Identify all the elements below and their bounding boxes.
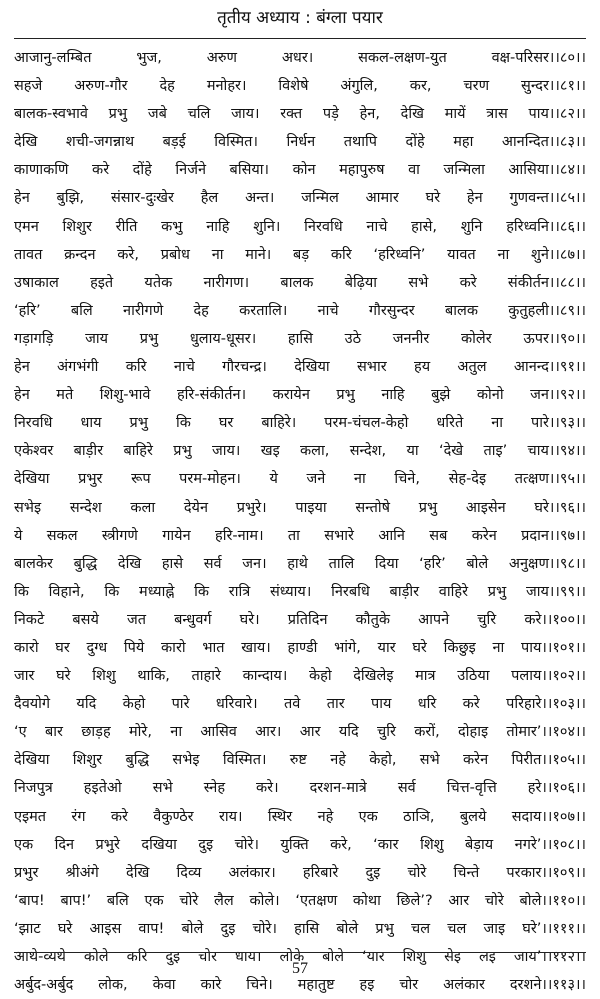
verse-line-97: ये सकल स्त्रीगणे गायेन हरि-नाम। ता सभारे आनि सब करेन प्रदान।।९७।। (14, 527, 586, 544)
verse-line-113: अर्बुद-अर्बुद लोक, केवा कारे चिने। महातुष्ट हइ चोर अलंकार दरशने।।११३।। (14, 977, 586, 994)
verse-line-81: सहजे अरुण-गौर देह मनोहर। विशेषे अंगुलि, कर, चरण सुन्दर।।८१।। (14, 78, 586, 95)
verse-line-94: एकेश्वर बाड़ीर बाहिरे प्रभु जाय। खइ कला, सन्देश, या ‘देखे ताइ’ चाय।।९४।। (14, 443, 586, 460)
verse-line-101: कारो घर दुग्ध पिये कारो भात खाय। हाण्डी भांगे, यार घरे किछुइ ना पाय।।१०१।। (14, 639, 586, 656)
verse-line-96: सभेइ सन्देश कला देयेन प्रभुरे। पाइया सन्तोषे प्रभु आइसेन घरे।।९६।। (14, 499, 586, 516)
verse-line-111: ‘झाट घरे आइस वाप! बोले दुइ चोरे। हासि बोले प्रभु चल चल जाइ घरे’।।१११।। (14, 920, 586, 937)
verse-line-87: तावत क्रन्दन करे, प्रबोध ना माने। बड़ करि ‘हरिध्वनि’ यावत ना शुने।।८७।। (14, 246, 586, 263)
verse-line-103: दैवयोगे यदि केहो पारे धरिवारे। तवे तार पाय धरि करे परिहारे।।१०३।। (14, 696, 586, 713)
verse-block (14, 44, 586, 999)
header-rule (14, 38, 586, 39)
verse-line-80: आजानु-लम्बित भुज, अरुण अधर। सकल-लक्षण-युत वक्ष-परिसर।।८०।। (14, 50, 586, 66)
verse-line-99: कि विहाने, कि मध्याह्ने कि रात्रि संध्याय। निरबधि बाड़ीर वाहिरे प्रभु जाय।।९९।। (14, 583, 586, 600)
verse-line-82: बालक-स्वभावे प्रभु जबे चलि जाय। रक्त पड़े हेन, देखि मायें त्रास पाय।।८२।। (14, 106, 586, 123)
verse-line-83: देखि शची-जगन्नाथ बड़ई विस्मित। निर्धन तथापि दोंहे महा आनन्दित।।८३।। (14, 134, 586, 151)
verse-line-90: गड़ागड़ि जाय प्रभु धुलाय-धूसर। हासि उठे जननीर कोलेर ऊपर।।९०।। (14, 330, 586, 347)
verse-line-105: देखिया शिशुर बुद्धि सभेइ विस्मित। रुष्ट नहे केहो, सभे करेन पिरीत।।१०५।। (14, 752, 586, 769)
verse-line-109: प्रभुर श्रीअंगे देखि दिव्य अलंकार। हरिबारे दुइ चोरे चिन्ते परकार।।१०९।। (14, 864, 586, 881)
verse-line-100: निकटे बसये जत बन्धुवर्ग घरे। प्रतिदिन कौतुके आपने चुरि करे।।१००।। (14, 611, 586, 628)
verse-line-92: हेन मते शिशु-भावे हरि-संकीर्तन। करायेन प्रभु नाहि बुझे कोनो जन।।९२।। (14, 387, 586, 404)
verse-line-93: निरवधि धाय प्रभु कि घर बाहिरे। परम-चंचल-केहो धरिते ना पारे।।९३।। (14, 415, 586, 432)
verse-line-104: ‘ए बार छाड़ह मोरे, ना आसिव आर। आर यदि चुरि करों, दोहाइ तोमार’।।१०४।। (14, 724, 586, 741)
verse-line-106: निजपुत्र हइतेओ सभे स्नेह करे। दरशन-मात्रे सर्व चित्त-वृत्ति हरे।।१०६।। (14, 780, 586, 797)
verse-line-95: देखिया प्रभुर रूप परम-मोहन। ये जने ना चिने, सेह-देइ तत्क्षण।।९५।। (14, 471, 586, 488)
verse-line-86: एमन शिशुर रीति कभु नाहि शुनि। निरवधि नाचे हासे, शुनि हरिध्वनि।।८६।। (14, 218, 586, 235)
verse-line-108: एक दिन प्रभुरे दखिया दुइ चोरे। युक्ति करे, ‘कार शिशु बेड़ाय नगरे’।।१०८।। (14, 836, 586, 853)
verse-line-98: बालकेर बुद्धि देखि हासे सर्व जन। हाथे तालि दिया ‘हरि’ बोले अनुक्षण।।९८।। (14, 555, 586, 572)
page-number: 57 (292, 960, 308, 977)
verse-line-89: ‘हरि’ बलि नारीगणे देह करतालि। नाचे गौरसुन्दर बालक कुतुहली।।८९।। (14, 302, 586, 319)
verse-line-110: ‘बाप! बाप!’ बलि एक चोरे लैल कोले। ‘एतक्षण कोथा छिले’? आर चोरे बोले।।११०।। (14, 892, 586, 909)
verse-line-102: जार घरे शिशु थाकि, ताहारे कान्दाय। केहो देखिलेइ मात्र उठिया पलाय।।१०२।। (14, 668, 586, 685)
verse-line-84: काणाकणि करे दोंहे निर्जने बसिया। कोन महापुरुष वा जन्मिला आसिया।।८४।। (14, 162, 586, 179)
verse-line-112: आथे-व्यथे कोले करि दुइ चोर धाय। लोके बोले ‘यार शिशु सेइ लइ जाय’।।११२।। (14, 949, 586, 965)
verse-line-85: हेन बुझि, संसार-दुःखेर हैल अन्त। जन्मिल आमार घरे हेन गुणवन्त।।८५।। (14, 190, 586, 207)
verse-line-88: उषाकाल हइते यतेक नारीगण। बालक बेढ़िया सभे करे संकीर्तन।।८८।। (14, 274, 586, 291)
verse-line-107: एइमत रंग करे वैकुण्ठेर राय। स्थिर नहे एक ठाञि, बुलये सदाय।।१०७।। (14, 808, 586, 825)
chapter-header: तृतीय अध्याय : बंग्ला पयार (217, 8, 383, 28)
verse-line-91: हेन अंगभंगी करि नाचे गौरचन्द्र। देखिया सभार हय अतुल आनन्द।।९१।। (14, 359, 586, 376)
footer-rule (14, 952, 586, 953)
